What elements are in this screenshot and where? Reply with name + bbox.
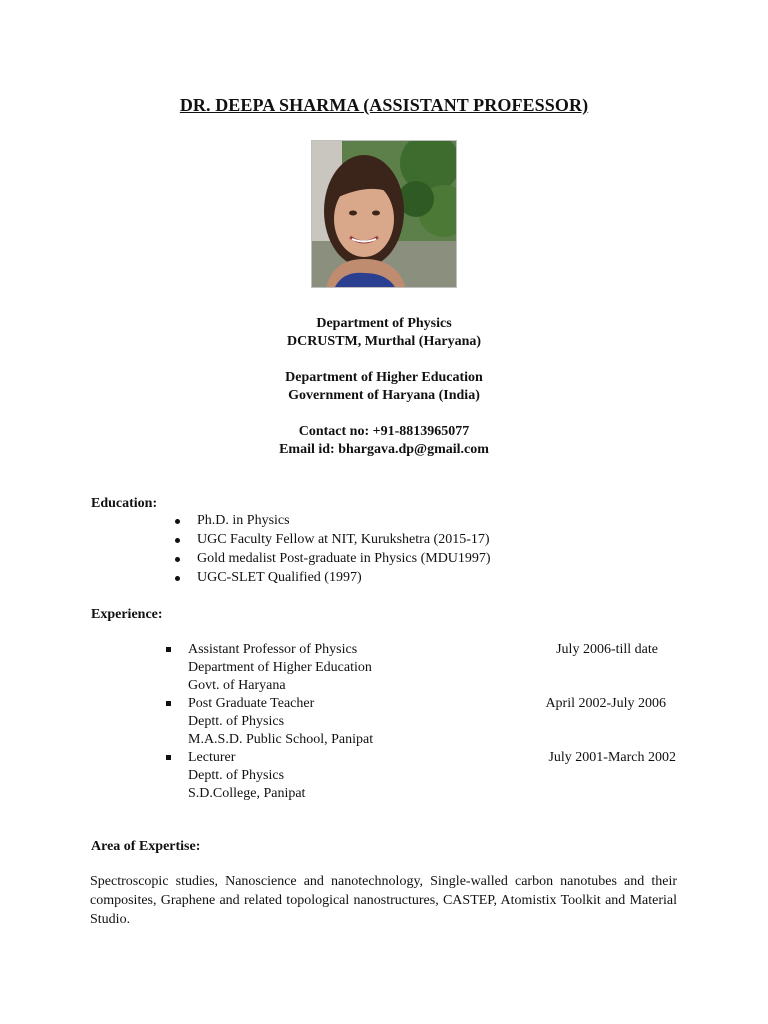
education-item [172, 569, 491, 588]
education-item [172, 550, 491, 569]
education-item-text: Gold medalist Post-graduate in Physics (MDU1997) [197, 551, 491, 566]
experience-role: Lecturer [188, 750, 236, 765]
bullet-icon [175, 519, 180, 524]
education-heading: Education: [91, 496, 158, 511]
department-line: Department of Physics [316, 316, 452, 331]
experience-entry [164, 695, 684, 749]
education-item-text: UGC Faculty Fellow at NIT, Kurukshetra (2015-17) [197, 532, 490, 547]
contact-email: Email id: bhargava.dp@gmail.com [279, 442, 489, 457]
contact-block [0, 423, 768, 459]
experience-detail: M.A.S.D. Public School, Panipat [188, 732, 374, 747]
education-item [172, 512, 491, 531]
bullet-icon [175, 557, 180, 562]
profile-photo-image [312, 141, 457, 288]
square-bullet-icon [166, 701, 171, 706]
education-item-text: Ph.D. in Physics [197, 513, 290, 528]
experience-detail: Govt. of Haryana [188, 678, 286, 693]
expertise-text: Spectroscopic studies, Nanoscience and nanotechnology, Single-walled carbon nanotubes and their composites, Graphene and related topological nanostructures, CASTEP, Atomistix Toolkit and Material Studio. [90, 874, 677, 927]
page-title: DR. DEEPA SHARMA (ASSISTANT PROFESSOR) [179, 95, 589, 115]
experience-date: April 2002-July 2006 [545, 696, 666, 711]
expertise-heading: Area of Expertise: [91, 839, 201, 854]
experience-detail: Deptt. of Physics [188, 714, 285, 729]
bullet-icon [175, 576, 180, 581]
education-list [172, 512, 491, 588]
education-item-text: UGC-SLET Qualified (1997) [197, 570, 362, 585]
experience-detail: Department of Higher Education [188, 660, 372, 675]
education-item [172, 531, 491, 550]
department2-line: Department of Higher Education [285, 370, 483, 385]
experience-detail: Deptt. of Physics [188, 768, 285, 783]
experience-entry [164, 641, 684, 695]
government-block [0, 369, 768, 405]
experience-date: July 2006-till date [556, 642, 658, 657]
university-line: DCRUSTM, Murthal (Haryana) [286, 334, 482, 349]
experience-entry [164, 749, 684, 803]
experience-role: Post Graduate Teacher [188, 696, 315, 711]
profile-photo [311, 140, 457, 288]
government-line: Government of Haryana (India) [288, 388, 480, 403]
experience-role: Assistant Professor of Physics [188, 642, 358, 657]
square-bullet-icon [166, 755, 171, 760]
experience-date: July 2001-March 2002 [548, 750, 676, 765]
contact-phone: Contact no: +91-8813965077 [298, 424, 470, 439]
experience-detail: S.D.College, Panipat [188, 786, 306, 801]
bullet-icon [175, 538, 180, 543]
experience-heading: Experience: [91, 607, 163, 622]
square-bullet-icon [166, 647, 171, 652]
affiliation-block [0, 315, 768, 351]
